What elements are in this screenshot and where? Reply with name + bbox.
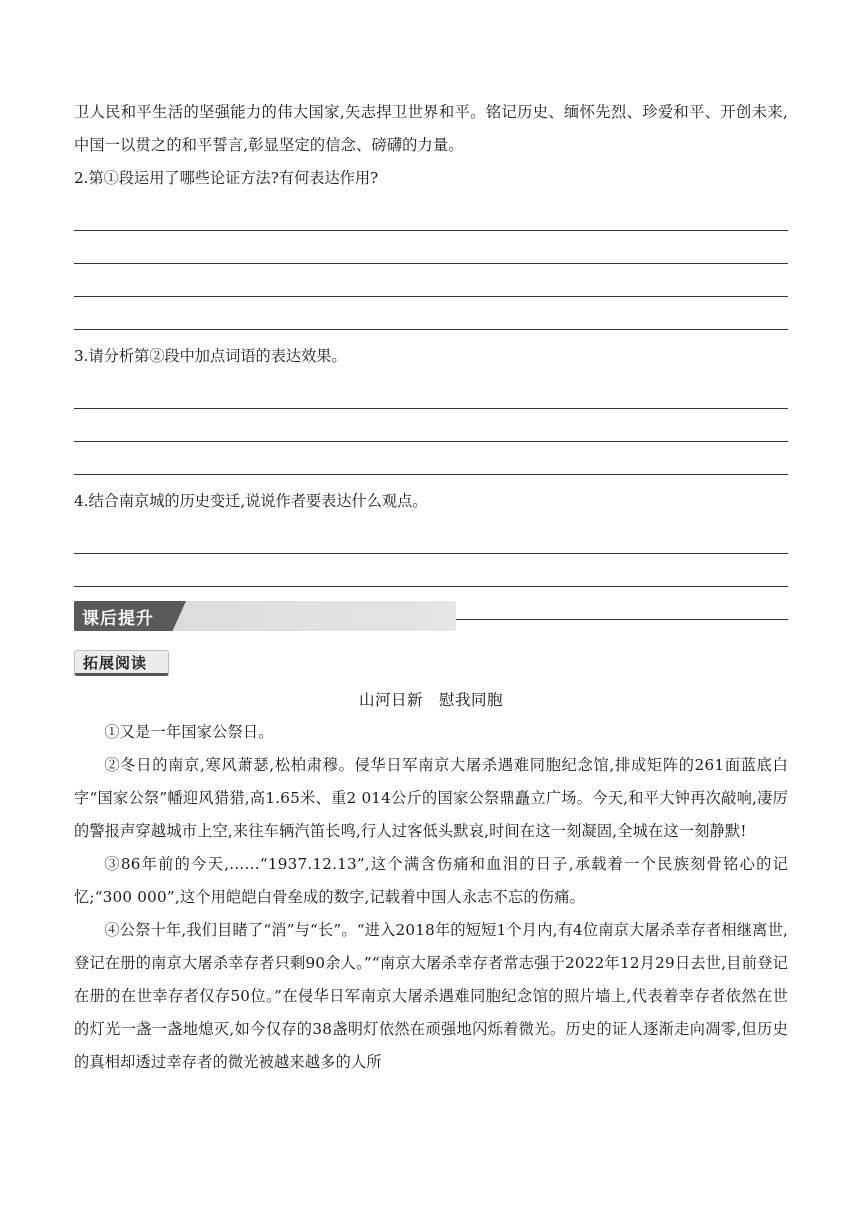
- answer-line[interactable]: [74, 297, 788, 330]
- article-paragraph-1: ①又是一年国家公祭日。: [104, 723, 274, 741]
- top-paragraph: 卫人民和平生活的坚强能力的伟大国家,矢志捍卫世界和平。铭记历史、缅怀先烈、珍爱和平、开创未来,中国一以贯之的和平誓言,彰显坚定的信念、磅礴的力量。: [74, 103, 788, 154]
- article-paragraph-3: ③86年前的今天,……“1937.12.13”,这个满含伤痛和血泪的日子,承载着一个民族刻骨铭心的记忆;“300 000”,这个用皑皑白骨垒成的数字,记载着中国人永志不忘的伤痛。: [74, 855, 788, 906]
- article-body: [74, 716, 788, 1079]
- answer-lines-q3: [74, 376, 788, 475]
- answer-line[interactable]: [74, 198, 788, 231]
- answer-line[interactable]: [74, 521, 788, 554]
- answer-line[interactable]: [74, 231, 788, 264]
- answer-line[interactable]: [74, 409, 788, 442]
- article-paragraph-2: ②冬日的南京,寒风萧瑟,松柏肃穆。侵华日军南京大屠杀遇难同胞纪念馆,排成矩阵的261面蓝底白字“国家公祭”幡迎风猎猎,高1.65米、重2 014公斤的国家公祭鼎矗立广场。今天,和平大钟再次敲响,凄厉的警报声穿越城市上空,来往车辆汽笛长鸣,行人过客低头默哀,时间在这一刻凝固,全城在这一刻静默!: [74, 756, 788, 840]
- worksheet-upper: [74, 96, 788, 620]
- answer-line[interactable]: [74, 376, 788, 409]
- question-3: 3.请分析第②段中加点词语的表达效果。: [74, 347, 347, 365]
- article-title: 山河日新 慰我同胞: [358, 691, 503, 709]
- answer-lines-q2: [74, 198, 788, 330]
- section-banner-label: 课后提升: [82, 609, 154, 629]
- section-banner: [74, 601, 456, 631]
- question-2: 2.第①段运用了哪些论证方法?有何表达作用?: [74, 169, 379, 187]
- answer-line[interactable]: [74, 442, 788, 475]
- answer-line[interactable]: [74, 264, 788, 297]
- question-4: 4.结合南京城的历史变迁,说说作者要表达什么观点。: [74, 492, 428, 510]
- sub-section-banner: [74, 650, 169, 676]
- article-paragraph-4: ④公祭十年,我们目睹了“消”与“长”。“进入2018年的短短1个月内,有4位南京大屠杀幸存者相继离世,登记在册的南京大屠杀幸存者只剩90余人。”“南京大屠杀幸存者常志强于2022年12月29日去世,目前登记在册的在世幸存者仅存50位。”在侵华日军南京大屠杀遇难同胞纪念馆的照片墙上,代表着幸存者依然在世的灯光一盏一盏地熄灭,如今仅存的38盏明灯依然在顽强地闪烁着微光。历史的证人逐渐走向凋零,但历史的真相却透过幸存者的微光被越来越多的人所: [74, 921, 788, 1071]
- sub-section-banner-label: 拓展阅读: [83, 654, 148, 672]
- answer-line[interactable]: [74, 554, 788, 587]
